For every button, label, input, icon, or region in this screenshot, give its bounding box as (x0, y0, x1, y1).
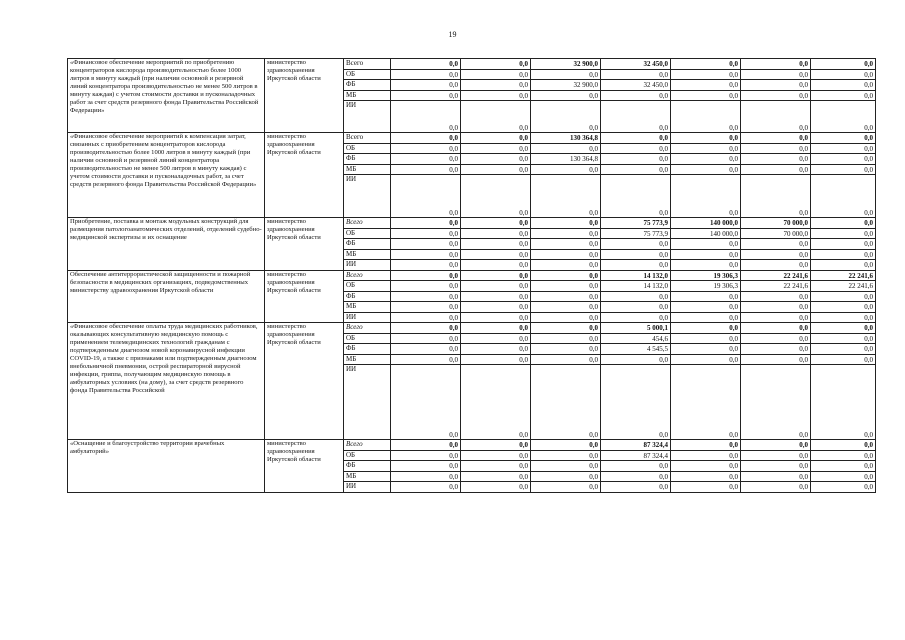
amount-cell: 0,0 (811, 164, 876, 175)
amount-cell: 0,0 (741, 175, 811, 218)
amount-cell: 0,0 (741, 482, 811, 493)
amount-cell: 0,0 (531, 291, 601, 302)
amount-cell: 0,0 (461, 440, 531, 451)
amount-cell: 0,0 (391, 260, 461, 271)
funding-source: ИИ (344, 482, 391, 493)
executor: министерство здравоохранения Иркутской области (265, 59, 344, 133)
amount-cell: 0,0 (741, 354, 811, 365)
amount-cell: 0,0 (671, 333, 741, 344)
funding-source: ИИ (344, 175, 391, 218)
amount-cell: 0,0 (461, 101, 531, 133)
table-row (68, 440, 876, 451)
amount-cell: 22 241,6 (811, 281, 876, 292)
funding-source: МБ (344, 164, 391, 175)
amount-cell: 0,0 (811, 471, 876, 482)
amount-cell: 0,0 (461, 239, 531, 250)
amount-cell: 0,0 (601, 175, 671, 218)
executor: министерство здравоохранения Иркутской области (265, 323, 344, 440)
funding-source: МБ (344, 354, 391, 365)
amount-cell: 0,0 (811, 175, 876, 218)
amount-cell: 0,0 (391, 312, 461, 323)
amount-cell: 0,0 (601, 461, 671, 472)
amount-cell: 0,0 (741, 133, 811, 144)
amount-cell: 0,0 (811, 291, 876, 302)
amount-cell: 0,0 (601, 154, 671, 165)
amount-cell: 14 132,0 (601, 281, 671, 292)
amount-cell: 0,0 (671, 239, 741, 250)
amount-cell: 0,0 (391, 228, 461, 239)
table-row (68, 59, 876, 70)
amount-cell: 0,0 (671, 101, 741, 133)
amount-cell: 0,0 (811, 482, 876, 493)
amount-cell: 0,0 (391, 249, 461, 260)
amount-cell: 0,0 (531, 218, 601, 229)
amount-cell: 0,0 (741, 59, 811, 70)
amount-cell: 0,0 (391, 323, 461, 334)
amount-cell: 0,0 (811, 59, 876, 70)
funding-source: ФБ (344, 461, 391, 472)
page-number: 19 (448, 30, 457, 39)
amount-cell: 0,0 (741, 344, 811, 355)
amount-cell: 0,0 (531, 175, 601, 218)
amount-cell: 0,0 (531, 312, 601, 323)
funding-source: ИИ (344, 312, 391, 323)
amount-cell: 22 241,6 (811, 270, 876, 281)
funding-source: Всего (344, 440, 391, 451)
funding-source: ФБ (344, 154, 391, 165)
amount-cell: 0,0 (391, 440, 461, 451)
amount-cell: 140 000,0 (671, 228, 741, 239)
amount-cell: 32 450,0 (601, 59, 671, 70)
amount-cell: 0,0 (741, 239, 811, 250)
amount-cell: 0,0 (601, 133, 671, 144)
funding-source: ФБ (344, 344, 391, 355)
amount-cell: 0,0 (461, 154, 531, 165)
amount-cell: 0,0 (671, 260, 741, 271)
funding-source: ОБ (344, 143, 391, 154)
table-row (68, 323, 876, 334)
amount-cell: 0,0 (741, 164, 811, 175)
measure-name: «Оснащение и благоустройство территории врачебных амбулаторий» (68, 440, 265, 493)
amount-cell: 0,0 (601, 164, 671, 175)
amount-cell: 0,0 (531, 143, 601, 154)
funding-source: Всего (344, 218, 391, 229)
amount-cell: 0,0 (671, 291, 741, 302)
amount-cell: 0,0 (391, 154, 461, 165)
amount-cell: 0,0 (741, 249, 811, 260)
amount-cell: 0,0 (601, 302, 671, 313)
amount-cell: 0,0 (671, 143, 741, 154)
amount-cell: 0,0 (461, 302, 531, 313)
amount-cell: 32 900,0 (531, 59, 601, 70)
amount-cell: 0,0 (811, 312, 876, 323)
amount-cell: 0,0 (671, 450, 741, 461)
amount-cell: 0,0 (391, 218, 461, 229)
amount-cell: 0,0 (531, 69, 601, 80)
amount-cell: 0,0 (461, 312, 531, 323)
amount-cell: 0,0 (391, 164, 461, 175)
amount-cell: 0,0 (531, 260, 601, 271)
funding-source: ОБ (344, 69, 391, 80)
amount-cell: 0,0 (391, 461, 461, 472)
amount-cell: 0,0 (671, 482, 741, 493)
amount-cell: 0,0 (741, 260, 811, 271)
amount-cell: 0,0 (531, 344, 601, 355)
amount-cell: 0,0 (461, 270, 531, 281)
amount-cell: 0,0 (741, 333, 811, 344)
table-body (68, 59, 876, 493)
amount-cell: 0,0 (811, 143, 876, 154)
amount-cell: 0,0 (601, 291, 671, 302)
budget-table (67, 58, 876, 493)
amount-cell: 22 241,6 (741, 281, 811, 292)
amount-cell: 0,0 (741, 440, 811, 451)
amount-cell: 0,0 (811, 450, 876, 461)
funding-source: ОБ (344, 281, 391, 292)
amount-cell: 0,0 (811, 90, 876, 101)
amount-cell: 0,0 (671, 154, 741, 165)
amount-cell: 0,0 (811, 365, 876, 440)
amount-cell: 0,0 (601, 101, 671, 133)
amount-cell: 0,0 (461, 133, 531, 144)
amount-cell: 0,0 (811, 239, 876, 250)
amount-cell: 0,0 (461, 323, 531, 334)
amount-cell: 0,0 (811, 461, 876, 472)
amount-cell: 0,0 (671, 461, 741, 472)
measure-name: Обеспечение антитеррористической защищенности и пожарной безопасности в медицинских организациях, подведомственных министерству здравоохранения Иркутской области (68, 270, 265, 323)
amount-cell: 87 324,4 (601, 440, 671, 451)
amount-cell: 0,0 (461, 344, 531, 355)
amount-cell: 0,0 (461, 482, 531, 493)
measure-name: «Финансовое обеспечение мероприятий к компенсация затрат, связанных с приобретением концентраторов кислорода производительностью более 1000 литров в минуту каждый (при наличии основной и резервной линий концентратора производительностью не менее 500 литров в минуту каждая) с учетом стоимости доставки и пусконаладочных работ, за счет средств резервного фонда Правительства Российской Федерации» (68, 133, 265, 218)
amount-cell: 0,0 (671, 249, 741, 260)
measure-name: Приобретение, поставка и монтаж модульных конструкций для размещения патологоанатомических отделений, отделений судебно-медицинской экспертизы и их оснащение (68, 218, 265, 271)
amount-cell: 0,0 (461, 143, 531, 154)
amount-cell: 0,0 (391, 143, 461, 154)
amount-cell: 22 241,6 (741, 270, 811, 281)
table-row (68, 133, 876, 144)
amount-cell: 0,0 (531, 239, 601, 250)
amount-cell: 0,0 (741, 365, 811, 440)
amount-cell: 0,0 (671, 164, 741, 175)
amount-cell: 0,0 (391, 281, 461, 292)
executor: министерство здравоохранения Иркутской области (265, 270, 344, 323)
amount-cell: 0,0 (671, 323, 741, 334)
amount-cell: 0,0 (671, 302, 741, 313)
amount-cell: 0,0 (741, 302, 811, 313)
funding-source: Всего (344, 59, 391, 70)
amount-cell: 0,0 (391, 101, 461, 133)
funding-source: Всего (344, 133, 391, 144)
amount-cell: 0,0 (601, 354, 671, 365)
amount-cell: 0,0 (671, 471, 741, 482)
amount-cell: 0,0 (601, 143, 671, 154)
amount-cell: 0,0 (671, 59, 741, 70)
amount-cell: 0,0 (391, 291, 461, 302)
amount-cell: 0,0 (461, 291, 531, 302)
amount-cell: 0,0 (741, 154, 811, 165)
amount-cell: 0,0 (391, 354, 461, 365)
funding-source: ИИ (344, 365, 391, 440)
funding-source: МБ (344, 302, 391, 313)
amount-cell: 0,0 (741, 291, 811, 302)
amount-cell: 130 364,8 (531, 154, 601, 165)
amount-cell: 0,0 (531, 90, 601, 101)
amount-cell: 0,0 (811, 218, 876, 229)
amount-cell: 0,0 (531, 302, 601, 313)
funding-source: ИИ (344, 260, 391, 271)
amount-cell: 0,0 (811, 354, 876, 365)
amount-cell: 0,0 (811, 80, 876, 91)
amount-cell: 0,0 (601, 482, 671, 493)
amount-cell: 14 132,0 (601, 270, 671, 281)
amount-cell: 0,0 (391, 175, 461, 218)
amount-cell: 0,0 (391, 333, 461, 344)
amount-cell: 0,0 (531, 270, 601, 281)
amount-cell: 0,0 (671, 344, 741, 355)
amount-cell: 0,0 (741, 90, 811, 101)
amount-cell: 0,0 (671, 133, 741, 144)
amount-cell: 0,0 (811, 440, 876, 451)
amount-cell: 0,0 (461, 281, 531, 292)
table-row (68, 218, 876, 229)
amount-cell: 0,0 (461, 249, 531, 260)
executor: министерство здравоохранения Иркутской области (265, 440, 344, 493)
amount-cell: 87 324,4 (601, 450, 671, 461)
amount-cell: 0,0 (741, 80, 811, 91)
amount-cell: 32 900,0 (531, 80, 601, 91)
funding-source: МБ (344, 90, 391, 101)
amount-cell: 0,0 (601, 69, 671, 80)
amount-cell: 0,0 (601, 90, 671, 101)
amount-cell: 0,0 (601, 260, 671, 271)
funding-source: Всего (344, 270, 391, 281)
amount-cell: 0,0 (391, 482, 461, 493)
amount-cell: 0,0 (811, 344, 876, 355)
amount-cell: 32 450,0 (601, 80, 671, 91)
amount-cell: 0,0 (811, 69, 876, 80)
amount-cell: 0,0 (391, 239, 461, 250)
amount-cell: 0,0 (741, 471, 811, 482)
amount-cell: 0,0 (531, 450, 601, 461)
amount-cell: 0,0 (531, 471, 601, 482)
funding-source: ОБ (344, 228, 391, 239)
amount-cell: 75 773,9 (601, 218, 671, 229)
amount-cell: 0,0 (391, 302, 461, 313)
amount-cell: 0,0 (461, 461, 531, 472)
amount-cell: 0,0 (461, 354, 531, 365)
amount-cell: 0,0 (601, 239, 671, 250)
amount-cell: 0,0 (531, 101, 601, 133)
amount-cell: 130 364,8 (531, 133, 601, 144)
funding-source: ИИ (344, 101, 391, 133)
amount-cell: 0,0 (811, 260, 876, 271)
amount-cell: 0,0 (391, 90, 461, 101)
amount-cell: 0,0 (741, 143, 811, 154)
amount-cell: 75 773,9 (601, 228, 671, 239)
amount-cell: 0,0 (811, 249, 876, 260)
amount-cell: 0,0 (391, 59, 461, 70)
funding-source: Всего (344, 323, 391, 334)
amount-cell: 0,0 (601, 471, 671, 482)
amount-cell: 0,0 (601, 249, 671, 260)
amount-cell: 0,0 (811, 323, 876, 334)
amount-cell: 0,0 (741, 450, 811, 461)
measure-name: «Финансовое обеспечение мероприятий по приобретению концентраторов кислорода производительностью более 1000 литров в минуту каждый (при наличии основной и резервной линий концентратора производительностью не менее 500 литров в минуту каждая) с учетом стоимости доставки и пусконаладочных работ за счет средств резервного фонда Правительства Российской Федерации» (68, 59, 265, 133)
amount-cell: 0,0 (531, 482, 601, 493)
amount-cell: 0,0 (461, 164, 531, 175)
funding-source: ФБ (344, 291, 391, 302)
amount-cell: 0,0 (811, 133, 876, 144)
amount-cell: 0,0 (741, 101, 811, 133)
amount-cell: 0,0 (741, 312, 811, 323)
amount-cell: 4 545,5 (601, 344, 671, 355)
amount-cell: 0,0 (391, 270, 461, 281)
amount-cell: 454,6 (601, 333, 671, 344)
amount-cell: 0,0 (811, 101, 876, 133)
amount-cell: 0,0 (671, 175, 741, 218)
amount-cell: 0,0 (671, 365, 741, 440)
amount-cell: 0,0 (671, 312, 741, 323)
amount-cell: 0,0 (811, 228, 876, 239)
amount-cell: 0,0 (461, 450, 531, 461)
funding-source: МБ (344, 249, 391, 260)
amount-cell: 70 000,0 (741, 228, 811, 239)
amount-cell: 5 000,1 (601, 323, 671, 334)
amount-cell: 0,0 (531, 440, 601, 451)
amount-cell: 0,0 (811, 333, 876, 344)
amount-cell: 0,0 (391, 344, 461, 355)
amount-cell: 0,0 (391, 365, 461, 440)
amount-cell: 0,0 (811, 302, 876, 313)
amount-cell: 0,0 (391, 80, 461, 91)
amount-cell: 0,0 (531, 164, 601, 175)
amount-cell: 0,0 (671, 80, 741, 91)
funding-source: ФБ (344, 239, 391, 250)
amount-cell: 0,0 (531, 281, 601, 292)
amount-cell: 0,0 (461, 59, 531, 70)
amount-cell: 0,0 (391, 133, 461, 144)
amount-cell: 0,0 (671, 90, 741, 101)
amount-cell: 0,0 (741, 323, 811, 334)
amount-cell: 0,0 (461, 80, 531, 91)
funding-source: ОБ (344, 450, 391, 461)
amount-cell: 19 306,3 (671, 281, 741, 292)
amount-cell: 0,0 (461, 471, 531, 482)
amount-cell: 0,0 (391, 450, 461, 461)
amount-cell: 19 306,3 (671, 270, 741, 281)
table-row (68, 270, 876, 281)
amount-cell: 0,0 (461, 228, 531, 239)
executor: министерство здравоохранения Иркутской области (265, 218, 344, 271)
amount-cell: 0,0 (671, 69, 741, 80)
executor: министерство здравоохранения Иркутской области (265, 133, 344, 218)
amount-cell: 0,0 (671, 354, 741, 365)
amount-cell: 70 000,0 (741, 218, 811, 229)
funding-source: МБ (344, 471, 391, 482)
amount-cell: 0,0 (461, 69, 531, 80)
amount-cell: 0,0 (531, 323, 601, 334)
amount-cell: 0,0 (531, 365, 601, 440)
measure-name: «Финансовое обеспечение оплаты труда медицинских работников, оказывающих консультативную медицинскую помощь с применением телемедицинских технологий гражданам с подтвержденным диагнозом новой коронавирусной инфекции COVID-19, а также с признаками или подтвержденным диагнозом внебольничной пневмонии, острой респираторной вирусной инфекции, гриппа, получающим медицинскую помощь в амбулаторных условиях (на дому), за счет средств резервного фонда Правительства Российской (68, 323, 265, 440)
amount-cell: 0,0 (461, 260, 531, 271)
amount-cell: 0,0 (531, 228, 601, 239)
amount-cell: 0,0 (461, 333, 531, 344)
amount-cell: 0,0 (741, 69, 811, 80)
amount-cell: 0,0 (741, 461, 811, 472)
funding-source: ОБ (344, 333, 391, 344)
amount-cell: 0,0 (461, 218, 531, 229)
amount-cell: 0,0 (601, 365, 671, 440)
funding-source: ФБ (344, 80, 391, 91)
amount-cell: 140 000,0 (671, 218, 741, 229)
amount-cell: 0,0 (461, 90, 531, 101)
amount-cell: 0,0 (461, 365, 531, 440)
amount-cell: 0,0 (671, 440, 741, 451)
amount-cell: 0,0 (531, 333, 601, 344)
amount-cell: 0,0 (461, 175, 531, 218)
amount-cell: 0,0 (391, 471, 461, 482)
amount-cell: 0,0 (531, 249, 601, 260)
amount-cell: 0,0 (811, 154, 876, 165)
amount-cell: 0,0 (601, 312, 671, 323)
amount-cell: 0,0 (391, 69, 461, 80)
amount-cell: 0,0 (531, 461, 601, 472)
amount-cell: 0,0 (531, 354, 601, 365)
